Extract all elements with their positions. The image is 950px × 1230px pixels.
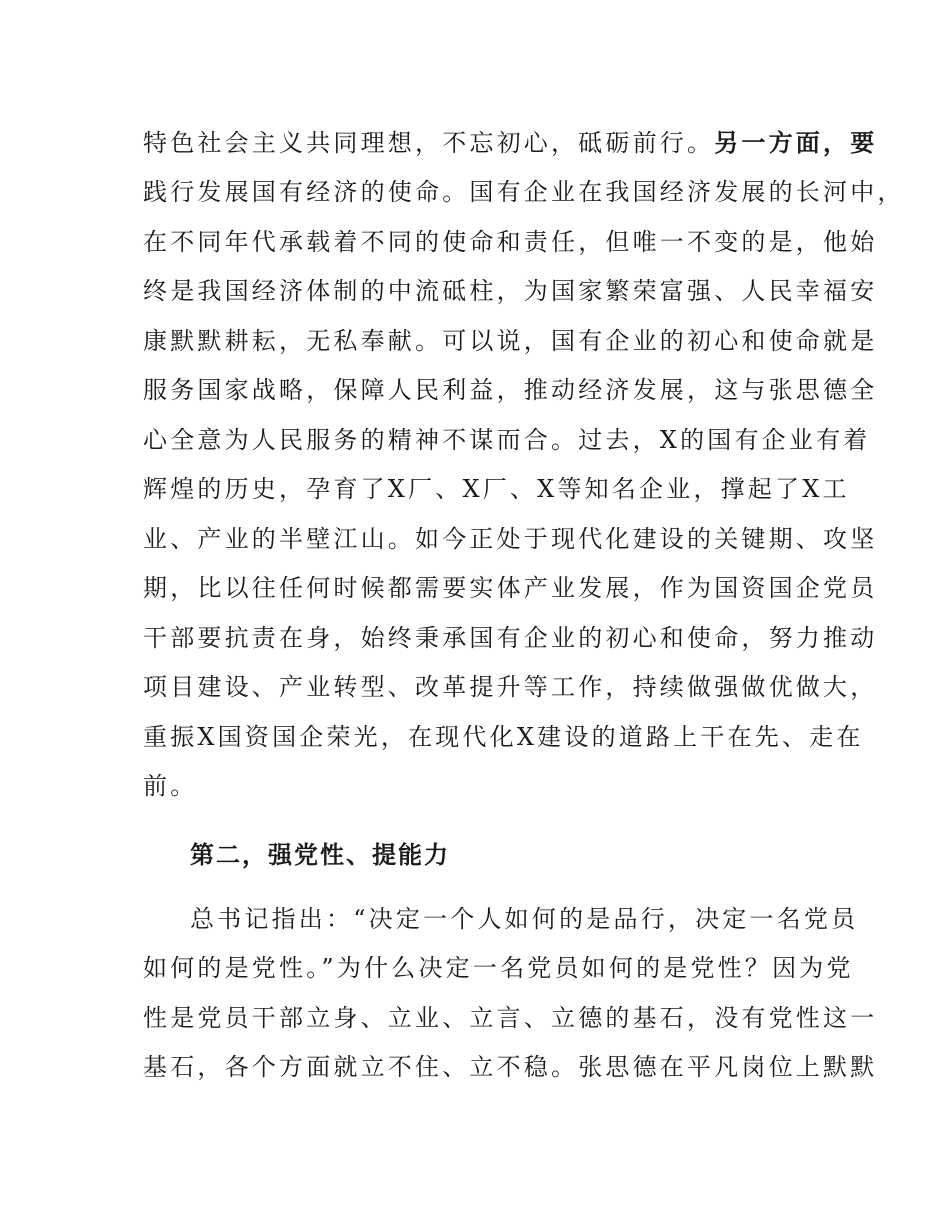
paragraph-line: 如何的是党性。”为什么决定一名党员如何的是党性？因为党 <box>143 954 854 982</box>
paragraph-line: 在不同年代承载着不同的使命和责任，但唯一不变的是，他始 <box>143 228 878 256</box>
paragraph-line: 业、产业的半壁江山。如今正处于现代化建设的关键期、攻坚 <box>143 525 878 553</box>
paragraph-line: 期，比以往任何时候都需要实体产业发展，作为国资国企党员 <box>143 574 878 602</box>
paragraph-text: 特色社会主义共同理想，不忘初心，砥砺前行。 <box>143 129 715 157</box>
paragraph-line: 基石，各个方面就立不住、立不稳。张思德在平凡岗位上默默 <box>143 1053 878 1081</box>
paragraph-line: 干部要抗责在身，始终秉承国有企业的初心和使命，努力推动 <box>143 624 878 652</box>
paragraph-line: 项目建设、产业转型、改革提升等工作，持续做强做优做大， <box>143 673 878 701</box>
paragraph-line: 前。 <box>143 772 198 800</box>
paragraph-line: 辉煌的历史，孕育了X厂、X厂、X等知名企业，撑起了X工 <box>143 475 850 503</box>
paragraph-line: 康默默耕耘，无私奉献。可以说，国有企业的初心和使命就是 <box>143 327 878 355</box>
paragraph-line: 心全意为人民服务的精神不谋而合。过去，X的国有企业有着 <box>143 426 871 454</box>
section-heading: 第二，强党性、提能力 <box>190 841 450 869</box>
paragraph-line <box>143 127 877 159</box>
paragraph-line: 服务国家战略，保障人民利益，推动经济发展，这与张思德全 <box>143 376 878 404</box>
emphasized-text: 另一方面，要 <box>714 129 878 157</box>
paragraph-line: 总书记指出：“决定一个人如何的是品行，决定一名党员 <box>190 905 859 933</box>
paragraph-line: 践行发展国有经济的使命。国有企业在我国经济发展的长河中， <box>143 178 905 206</box>
paragraph-line: 重振X国资国企荣光，在现代化X建设的道路上干在先、走在 <box>143 723 864 751</box>
paragraph-line: 性是党员干部立身、立业、立言、立德的基石，没有党性这一 <box>143 1004 878 1032</box>
paragraph-line: 终是我国经济体制的中流砥柱，为国家繁荣富强、人民幸福安 <box>143 277 878 305</box>
